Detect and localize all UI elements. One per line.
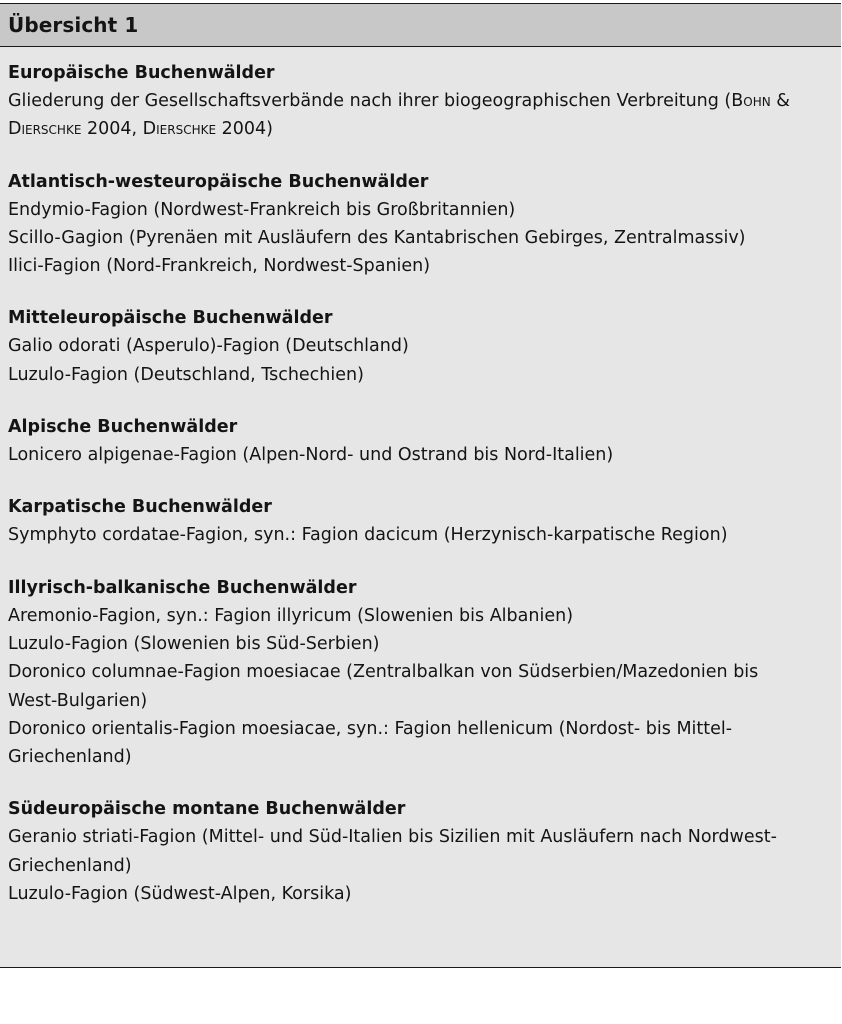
author-name: Dierschke bbox=[8, 119, 82, 140]
section-heading: Alpische Buchenwälder bbox=[8, 417, 238, 438]
box-header bbox=[0, 4, 841, 47]
entry-line: Galio odorati (Asperulo)-Fagion (Deutschland) bbox=[8, 336, 409, 357]
section-south-european-montane bbox=[8, 795, 829, 908]
section-heading: Europäische Buchenwälder bbox=[8, 63, 275, 83]
section-carpathian bbox=[8, 493, 829, 549]
author-name: Bohn bbox=[731, 91, 771, 111]
section-heading: Südeuropäische montane Buchenwälder bbox=[8, 799, 406, 820]
entry-line: Griechenland) bbox=[8, 855, 132, 876]
section-alpine bbox=[8, 413, 829, 469]
entry-line: Luzulo-Fagion (Deutschland, Tschechien) bbox=[8, 364, 364, 385]
entry-line: Luzulo-Fagion (Slowenien bis Süd-Serbien) bbox=[8, 633, 380, 654]
box-body bbox=[0, 47, 841, 908]
entry-line: Geranio striati-Fagion (Mittel- und Süd-Italien bis Sizilien mit Ausläufern nach Nordwest- bbox=[8, 827, 777, 848]
section-heading: Mitteleuropäische Buchenwälder bbox=[8, 308, 333, 329]
entry-line: Endymio-Fagion (Nordwest-Frankreich bis Großbritannien) bbox=[8, 199, 516, 220]
author-name: Dierschke bbox=[142, 119, 217, 140]
section-central-european bbox=[8, 304, 829, 389]
entry-line: Aremonio-Fagion, syn.: Fagion illyricum (Slowenien bis Albanien) bbox=[8, 605, 574, 626]
entry-line: Dierschke 2004, Dierschke 2004) bbox=[8, 119, 273, 140]
entry-line: Griechenland) bbox=[8, 747, 132, 768]
entry-line: Scillo-Gagion (Pyrenäen mit Ausläufern des Kantabrischen Gebirges, Zentralmassiv) bbox=[8, 227, 746, 248]
entry-line: Symphyto cordatae-Fagion, syn.: Fagion dacicum (Herzynisch-karpatische Region) bbox=[8, 525, 728, 546]
entry-line: Luzulo-Fagion (Südwest-Alpen, Korsika) bbox=[8, 884, 352, 905]
entry-line: Lonicero alpigenae-Fagion (Alpen-Nord- und Ostrand bis Nord-Italien) bbox=[8, 445, 614, 466]
section-heading: Atlantisch-westeuropäische Buchenwälder bbox=[8, 171, 429, 192]
section-european bbox=[8, 59, 829, 144]
section-illyrian-balkan bbox=[8, 574, 829, 772]
entry-line: Doronico orientalis-Fagion moesiacae, syn.: Fagion hellenicum (Nordost- bis Mittel- bbox=[8, 718, 733, 739]
entry-line: Doronico columnae-Fagion moesiacae (Zentralbalkan von Südserbien/Mazedonien bis bbox=[8, 662, 759, 683]
overview-box bbox=[0, 3, 841, 968]
section-atlantic bbox=[8, 168, 829, 281]
entry-line: West-Bulgarien) bbox=[8, 690, 148, 711]
entry-line: Gliederung der Gesellschaftsverbände nach ihrer biogeographischen Verbreitung (Bohn & bbox=[8, 91, 790, 111]
section-heading: Karpatische Buchenwälder bbox=[8, 497, 272, 518]
box-title: Übersicht 1 bbox=[8, 13, 139, 37]
entry-line: Ilici-Fagion (Nord-Frankreich, Nordwest-Spanien) bbox=[8, 256, 431, 277]
section-heading: Illyrisch-balkanische Buchenwälder bbox=[8, 577, 357, 598]
